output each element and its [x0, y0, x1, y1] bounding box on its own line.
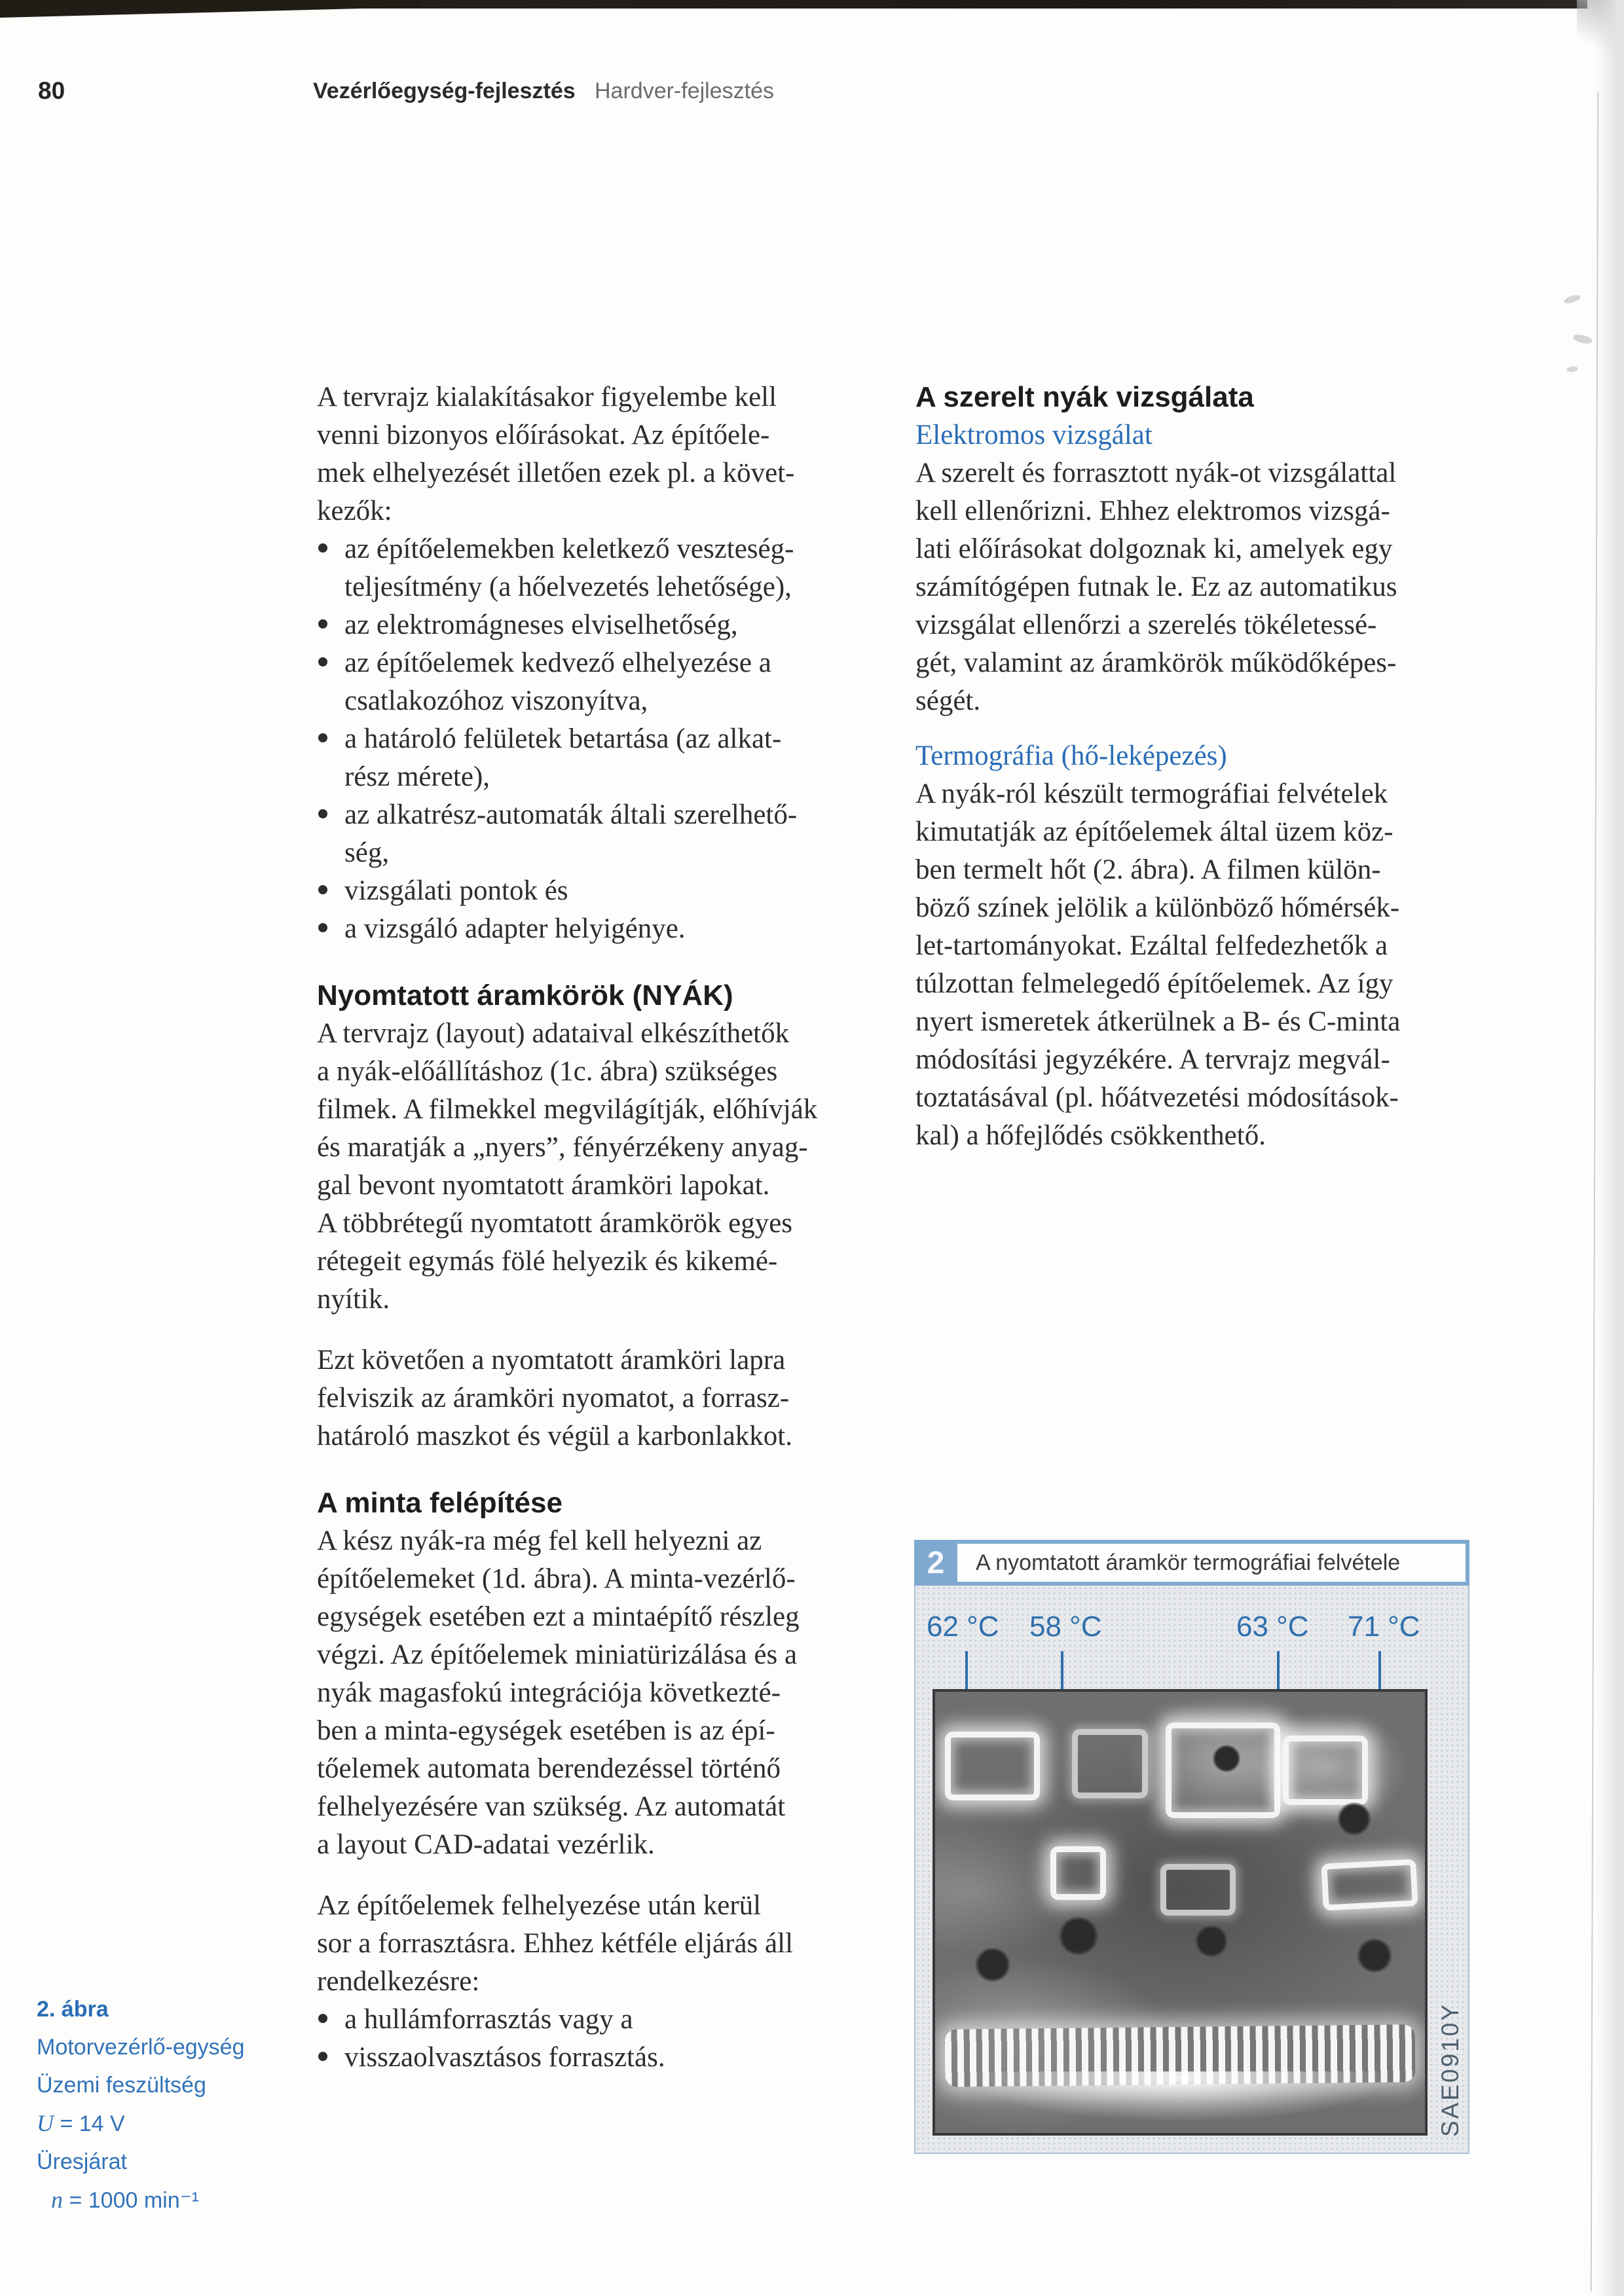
text-line: határoló maszkot és végül a karbonlakkot. — [317, 1421, 793, 1451]
text-line: az elektromágneses elviselhetőség, — [344, 610, 738, 640]
text-line: a vizsgáló adapter helyigénye. — [344, 913, 686, 944]
text-line: és maratják a „nyers”, fényérzékeny anyag- — [317, 1132, 808, 1163]
component-glow — [1072, 1729, 1147, 1798]
text-line: az alkatrész-automaták általi szerelhető- — [344, 799, 798, 830]
source-code-label: SAE0910Y — [1437, 2002, 1464, 2137]
left-column — [317, 378, 859, 2077]
text-line: A kész nyák-ra még fel kell helyezni az — [317, 1525, 762, 1556]
bullet-dot-icon — [318, 543, 327, 553]
section-heading: Nyomtatott áramkörök (NYÁK) — [317, 979, 733, 1011]
figure-2 — [914, 1540, 1469, 2154]
scan-top-edge-wedge — [0, 0, 419, 18]
text-line: kezők: — [317, 496, 392, 526]
text-line: ségét. — [915, 685, 981, 716]
text-line: Az építőelemek felhelyezése után kerül — [317, 1890, 762, 1921]
text-line: visszaolvasztásos forrasztás. — [344, 2042, 665, 2073]
text-line: toztatásával (pl. hőátvezetési módosítások- — [915, 1082, 1399, 1113]
paragraph — [915, 775, 1473, 1155]
thermographic-image — [932, 1689, 1428, 2136]
bullet-list — [317, 2001, 859, 2077]
text-line: teljesítmény (a hőelvezetés lehetősége), — [344, 572, 792, 602]
text-line: a layout CAD-adatai vezérlik. — [317, 1829, 655, 1860]
text-line: csatlakozóhoz viszonyítva, — [344, 685, 648, 716]
text-line: a határoló felületek betartása (az alkat- — [344, 723, 782, 754]
section-heading: A szerelt nyák vizsgálata — [915, 381, 1254, 413]
section-heading: A minta felépítése — [317, 1487, 563, 1519]
bullet-dot-icon — [318, 733, 327, 742]
figure-title: A nyomtatott áramkör termográfiai felvétele — [976, 1550, 1401, 1575]
dark-component — [1337, 1802, 1372, 1835]
hotspot-62c — [945, 1732, 1040, 1801]
figure-title-bar — [957, 1544, 1466, 1582]
right-column — [915, 378, 1473, 1155]
scan-smudge — [1572, 333, 1593, 346]
text-line: filmek. A filmekkel megvilágítják, előhívják — [317, 1094, 818, 1125]
section-title: Hardver-fejlesztés — [595, 79, 774, 103]
bullet-dot-icon — [318, 885, 327, 894]
paragraph — [317, 1015, 859, 1319]
text-line: tőelemek automata berendezéssel történő — [317, 1753, 781, 1784]
text-line: felviszik az áramköri nyomatot, a forrasz- — [317, 1383, 790, 1413]
page-number: 80 — [38, 77, 65, 104]
bullet-dot-icon — [318, 809, 327, 818]
scan-smudge — [1566, 366, 1579, 373]
text-line: a nyák-előállításhoz (1c. ábra) szükséges — [317, 1056, 778, 1087]
text-line: gét, valamint az áramkörök működőképes- — [915, 647, 1397, 678]
text-line: egységek esetében ezt a mintaépítő részleg — [317, 1601, 800, 1632]
paragraph — [317, 1341, 859, 1455]
paragraph — [317, 378, 859, 530]
component-glow — [1160, 1864, 1236, 1916]
dark-component — [1212, 1745, 1241, 1772]
hotspot-63c — [1283, 1736, 1368, 1805]
figure-panel — [914, 1586, 1469, 2154]
subsection-heading: Elektromos vizsgálat — [915, 420, 1153, 450]
text-line: az építőelemek kedvező elhelyezése a — [344, 647, 771, 678]
caption-line: Üzemi feszültség — [37, 2073, 206, 2098]
text-line: gal bevont nyomtatott áramköri lapokat. — [317, 1170, 770, 1201]
caption-line: Üresjárat — [37, 2149, 127, 2174]
text-line: kal) a hőfejlődés csökkenthető. — [915, 1120, 1266, 1151]
text-line: túlzottan felmelegedő építőelemek. Az így — [915, 968, 1393, 999]
caption-figure-ref: 2. ábra — [37, 1997, 109, 2022]
scan-right-strip — [1595, 0, 1624, 2296]
text-line: rendelkezésre: — [317, 1966, 480, 1997]
chapter-title: Vezérlőegység-fejlesztés — [313, 79, 576, 103]
text-line: nyítik. — [317, 1284, 390, 1315]
text-line: A tervrajz (layout) adataival elkészíthetők — [317, 1018, 790, 1049]
text-line: A tervrajz kialakításakor figyelembe kell — [317, 382, 777, 412]
text-line: ben termelt hőt (2. ábra). A filmen külön- — [915, 854, 1381, 885]
temperature-label: 63 °C — [1236, 1611, 1309, 1643]
text-line: módosítási jegyzékére. A tervrajz megvál- — [915, 1044, 1390, 1075]
bullet-dot-icon — [318, 2052, 327, 2061]
text-line: a hullámforrasztás vagy a — [344, 2004, 633, 2035]
text-line: nyák magasfokú integrációja következté- — [317, 1677, 781, 1708]
bullet-item — [317, 910, 859, 948]
bullet-dot-icon — [318, 2014, 327, 2023]
bullet-dot-icon — [318, 657, 327, 666]
text-line: nyert ismeretek átkerülnek a B- és C-minta — [915, 1006, 1401, 1037]
paragraph — [317, 1522, 859, 1864]
text-line: rész mérete), — [344, 761, 490, 792]
hotspot-71c — [1321, 1859, 1418, 1911]
temperature-label: 58 °C — [1029, 1611, 1102, 1643]
bullet-item — [317, 2001, 859, 2039]
bullet-item — [317, 606, 859, 644]
text-line: építőelemeket (1d. ábra). A minta-vezérlő- — [317, 1563, 796, 1594]
text-line: végzi. Az építőelemek miniatürizálása és a — [317, 1639, 798, 1670]
text-line: Ezt követően a nyomtatott áramköri lapra — [317, 1345, 786, 1376]
figure-header — [914, 1540, 1469, 1586]
text-line: rétegeit egymás fölé helyezik és kikemé- — [317, 1246, 778, 1277]
bullet-dot-icon — [318, 619, 327, 629]
caption-line: U = 14 V — [37, 2110, 125, 2136]
hotspot-58c — [1050, 1846, 1106, 1900]
text-line: vizsgálati pontok és — [344, 875, 568, 906]
bullet-item — [317, 796, 859, 872]
temperature-label: 71 °C — [1348, 1611, 1420, 1643]
bullet-item — [317, 872, 859, 910]
text-line: ben a minta-egységek esetében is az épí- — [317, 1715, 775, 1746]
caption-line: Motorvezérlő-egység — [37, 2035, 245, 2060]
text-line: számítógépen futnak le. Ez az automatikus — [915, 572, 1397, 602]
scan-smudge — [1563, 293, 1581, 305]
bullet-item — [317, 644, 859, 720]
text-line: venni bizonyos előírásokat. Az építőele- — [317, 420, 770, 450]
paragraph — [317, 1887, 859, 2001]
bullet-list — [317, 530, 859, 948]
text-line: A nyák-ról készült termográfiai felvételek — [915, 778, 1388, 809]
paragraph — [915, 454, 1473, 720]
text-line: let-tartományokat. Ezáltal felfedezhetők a — [915, 930, 1388, 961]
bullet-item — [317, 2039, 859, 2077]
text-line: böző színek jelölik a különböző hőmérsék- — [915, 892, 1400, 923]
figure-caption — [37, 1990, 299, 2219]
dark-component — [1058, 1917, 1099, 1955]
caption-line: n = 1000 min⁻¹ — [51, 2187, 199, 2213]
text-line: mek elhelyezését illetően ezek pl. a követ- — [317, 458, 795, 488]
bottom-glow — [935, 2071, 1425, 2133]
text-line: vizsgálat ellenőrzi a szerelés tökéletessé- — [915, 610, 1377, 640]
text-line: ség, — [344, 837, 390, 868]
subsection-heading: Termográfia (hő-leképezés) — [915, 740, 1227, 771]
text-line: A szerelt és forrasztott nyák-ot vizsgálattal — [915, 458, 1397, 488]
text-line: A többrétegű nyomtatott áramkörök egyes — [317, 1208, 793, 1239]
bullet-item — [317, 720, 859, 796]
text-line: sor a forrasztásra. Ehhez kétféle eljárás áll — [317, 1928, 794, 1959]
figure-number-badge: 2 — [927, 1545, 945, 1580]
bullet-item — [317, 530, 859, 606]
text-line: az építőelemekben keletkező veszteség- — [344, 534, 794, 564]
text-line: felhelyezésére van szükség. Az automatát — [317, 1791, 786, 1822]
text-line: kimutatják az építőelemek által üzem köz- — [915, 816, 1393, 847]
dark-component — [974, 1948, 1011, 1982]
temperature-label: 62 °C — [927, 1611, 999, 1643]
running-head — [0, 77, 1624, 110]
text-line: lati előírásokat dolgoznak ki, amelyek egy — [915, 534, 1393, 564]
bullet-dot-icon — [318, 923, 327, 932]
text-line: kell ellenőrizni. Ehhez elektromos vizsgá- — [915, 496, 1390, 526]
